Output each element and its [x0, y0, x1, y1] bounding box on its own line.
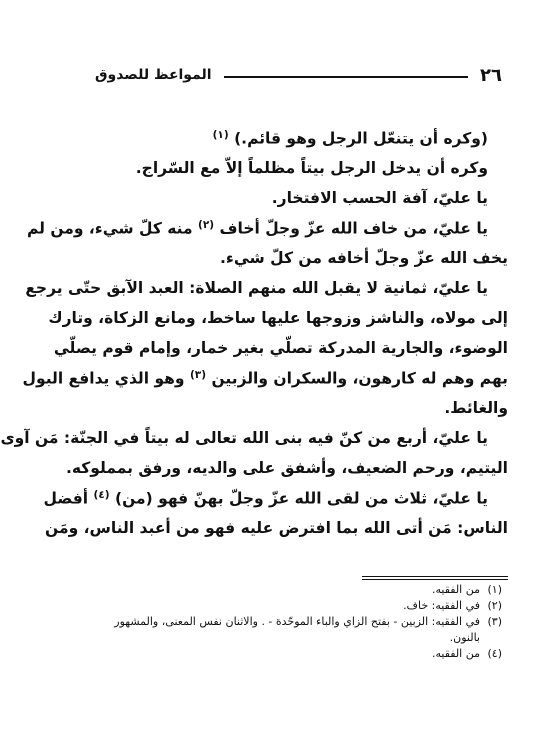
- text-line-content: [272, 190, 488, 208]
- text-line-content: [213, 129, 488, 148]
- text-line: [85, 244, 508, 274]
- text-line-content: [0, 430, 488, 448]
- footnotes: [87, 582, 502, 662]
- footnote-text: في الفقيه: خاف.: [403, 598, 480, 612]
- footnote-number: (٢): [487, 598, 502, 612]
- text-line-main: يا عليّ، آفة الحسب الافتخار.: [271, 189, 488, 208]
- footnote-number: (٤): [487, 646, 502, 660]
- header-rule: [224, 76, 468, 78]
- page-header: [95, 60, 502, 90]
- text-line-content: [44, 489, 488, 508]
- text-line-content: [27, 219, 488, 238]
- text-line-main: وكره أن يدخل الرجل بيتاً مظلماً إلاّ مع السّراج.: [135, 159, 488, 178]
- page-number: ٢٦: [480, 64, 502, 86]
- text-line: [85, 124, 508, 154]
- text-line: [85, 394, 508, 424]
- footnote: [87, 646, 502, 662]
- footnote-ref: (٣): [189, 369, 207, 382]
- footnote-ref: (١): [212, 129, 229, 142]
- text-line: [45, 514, 508, 544]
- footnote-number: (٣): [487, 614, 502, 628]
- text-line-main: يا عليّ، أربع من كنّ فيه بنى الله تعالى له بيتاً في الجنّة: مَن آوى: [0, 429, 488, 448]
- text-line-main: الناس: مَن أتى الله بما افترض عليه فهو من أعبد الناس، ومَن: [45, 519, 508, 538]
- footnote-number: (١): [487, 583, 502, 596]
- text-line-content: [66, 460, 508, 478]
- text-line-after: وهو الذي يدافع البول: [22, 369, 185, 388]
- text-line: [85, 154, 508, 184]
- text-line-content: [220, 250, 508, 268]
- footnote-text: من الفقيه.: [431, 583, 480, 596]
- text-line-after: أفضل: [43, 489, 89, 508]
- footnote-ref: (٢): [198, 219, 215, 232]
- footnote-separator: [362, 576, 508, 580]
- text-line-main: يا عليّ، من خاف الله عزّ وجلّ أخاف: [219, 219, 488, 238]
- text-line-main: (وكره أن يتنعّل الرجل وهو قائم.): [234, 129, 488, 148]
- text-line-content: [444, 400, 508, 418]
- text-line-main: يا عليّ، ثمانية لا يقبل الله منهم الصلاة: العبد الآبق حتّى يرجع: [25, 279, 488, 298]
- text-line: [0, 424, 508, 454]
- text-line: [85, 184, 508, 214]
- text-line: [43, 484, 508, 514]
- text-line-content: [54, 340, 508, 358]
- footnote-text: في الفقيه: الزبين - بفتح الزاي والباء الموحّدة - . والاثنان نفس المعنى، والمشهور بالنون.: [114, 614, 480, 644]
- book-title: المواعظ للصدوق: [95, 67, 212, 83]
- text-line-content: [136, 160, 488, 178]
- footnote: [87, 582, 502, 598]
- text-line-after: منه كلّ شيء، ومن لم: [26, 219, 193, 238]
- text-line: [25, 274, 508, 304]
- text-line: [22, 364, 508, 394]
- text-line: [48, 304, 508, 334]
- text-line-main: اليتيم، ورحم الضعيف، وأشفق على والديه، ورفق بمملوكه.: [65, 459, 508, 478]
- footnote-ref: (٤): [93, 489, 110, 502]
- text-line-main: والغائط.: [444, 399, 508, 418]
- text-line-content: [45, 520, 508, 538]
- text-line-content: [25, 280, 488, 298]
- text-line-main: يا عليّ، ثلاث من لقى الله عزّ وجلّ بهنّ فهو (من): [115, 489, 488, 508]
- text-line-main: الوضوء، والجارية المدركة تصلّي بغير خمار، وإمام قوم يصلّي: [53, 339, 508, 358]
- text-line-main: بهم وهم له كارهون، والسكران والزبين: [211, 369, 508, 388]
- footnote-text: من الفقيه.: [431, 646, 480, 660]
- text-line: [53, 334, 508, 364]
- main-text: [0, 124, 508, 544]
- text-line: [26, 214, 508, 244]
- text-line-main: يخف الله عزّ وجلّ أخافه من كلّ شيء.: [220, 249, 508, 268]
- text-line: [65, 454, 508, 484]
- text-line-content: [48, 310, 508, 328]
- footnote: [87, 598, 502, 614]
- footnote: [87, 614, 502, 646]
- text-line-content: [23, 369, 508, 388]
- text-line-main: إلى مولاه، والناشز وزوجها عليها ساخط، ومانع الزكاة، وتارك: [48, 309, 508, 328]
